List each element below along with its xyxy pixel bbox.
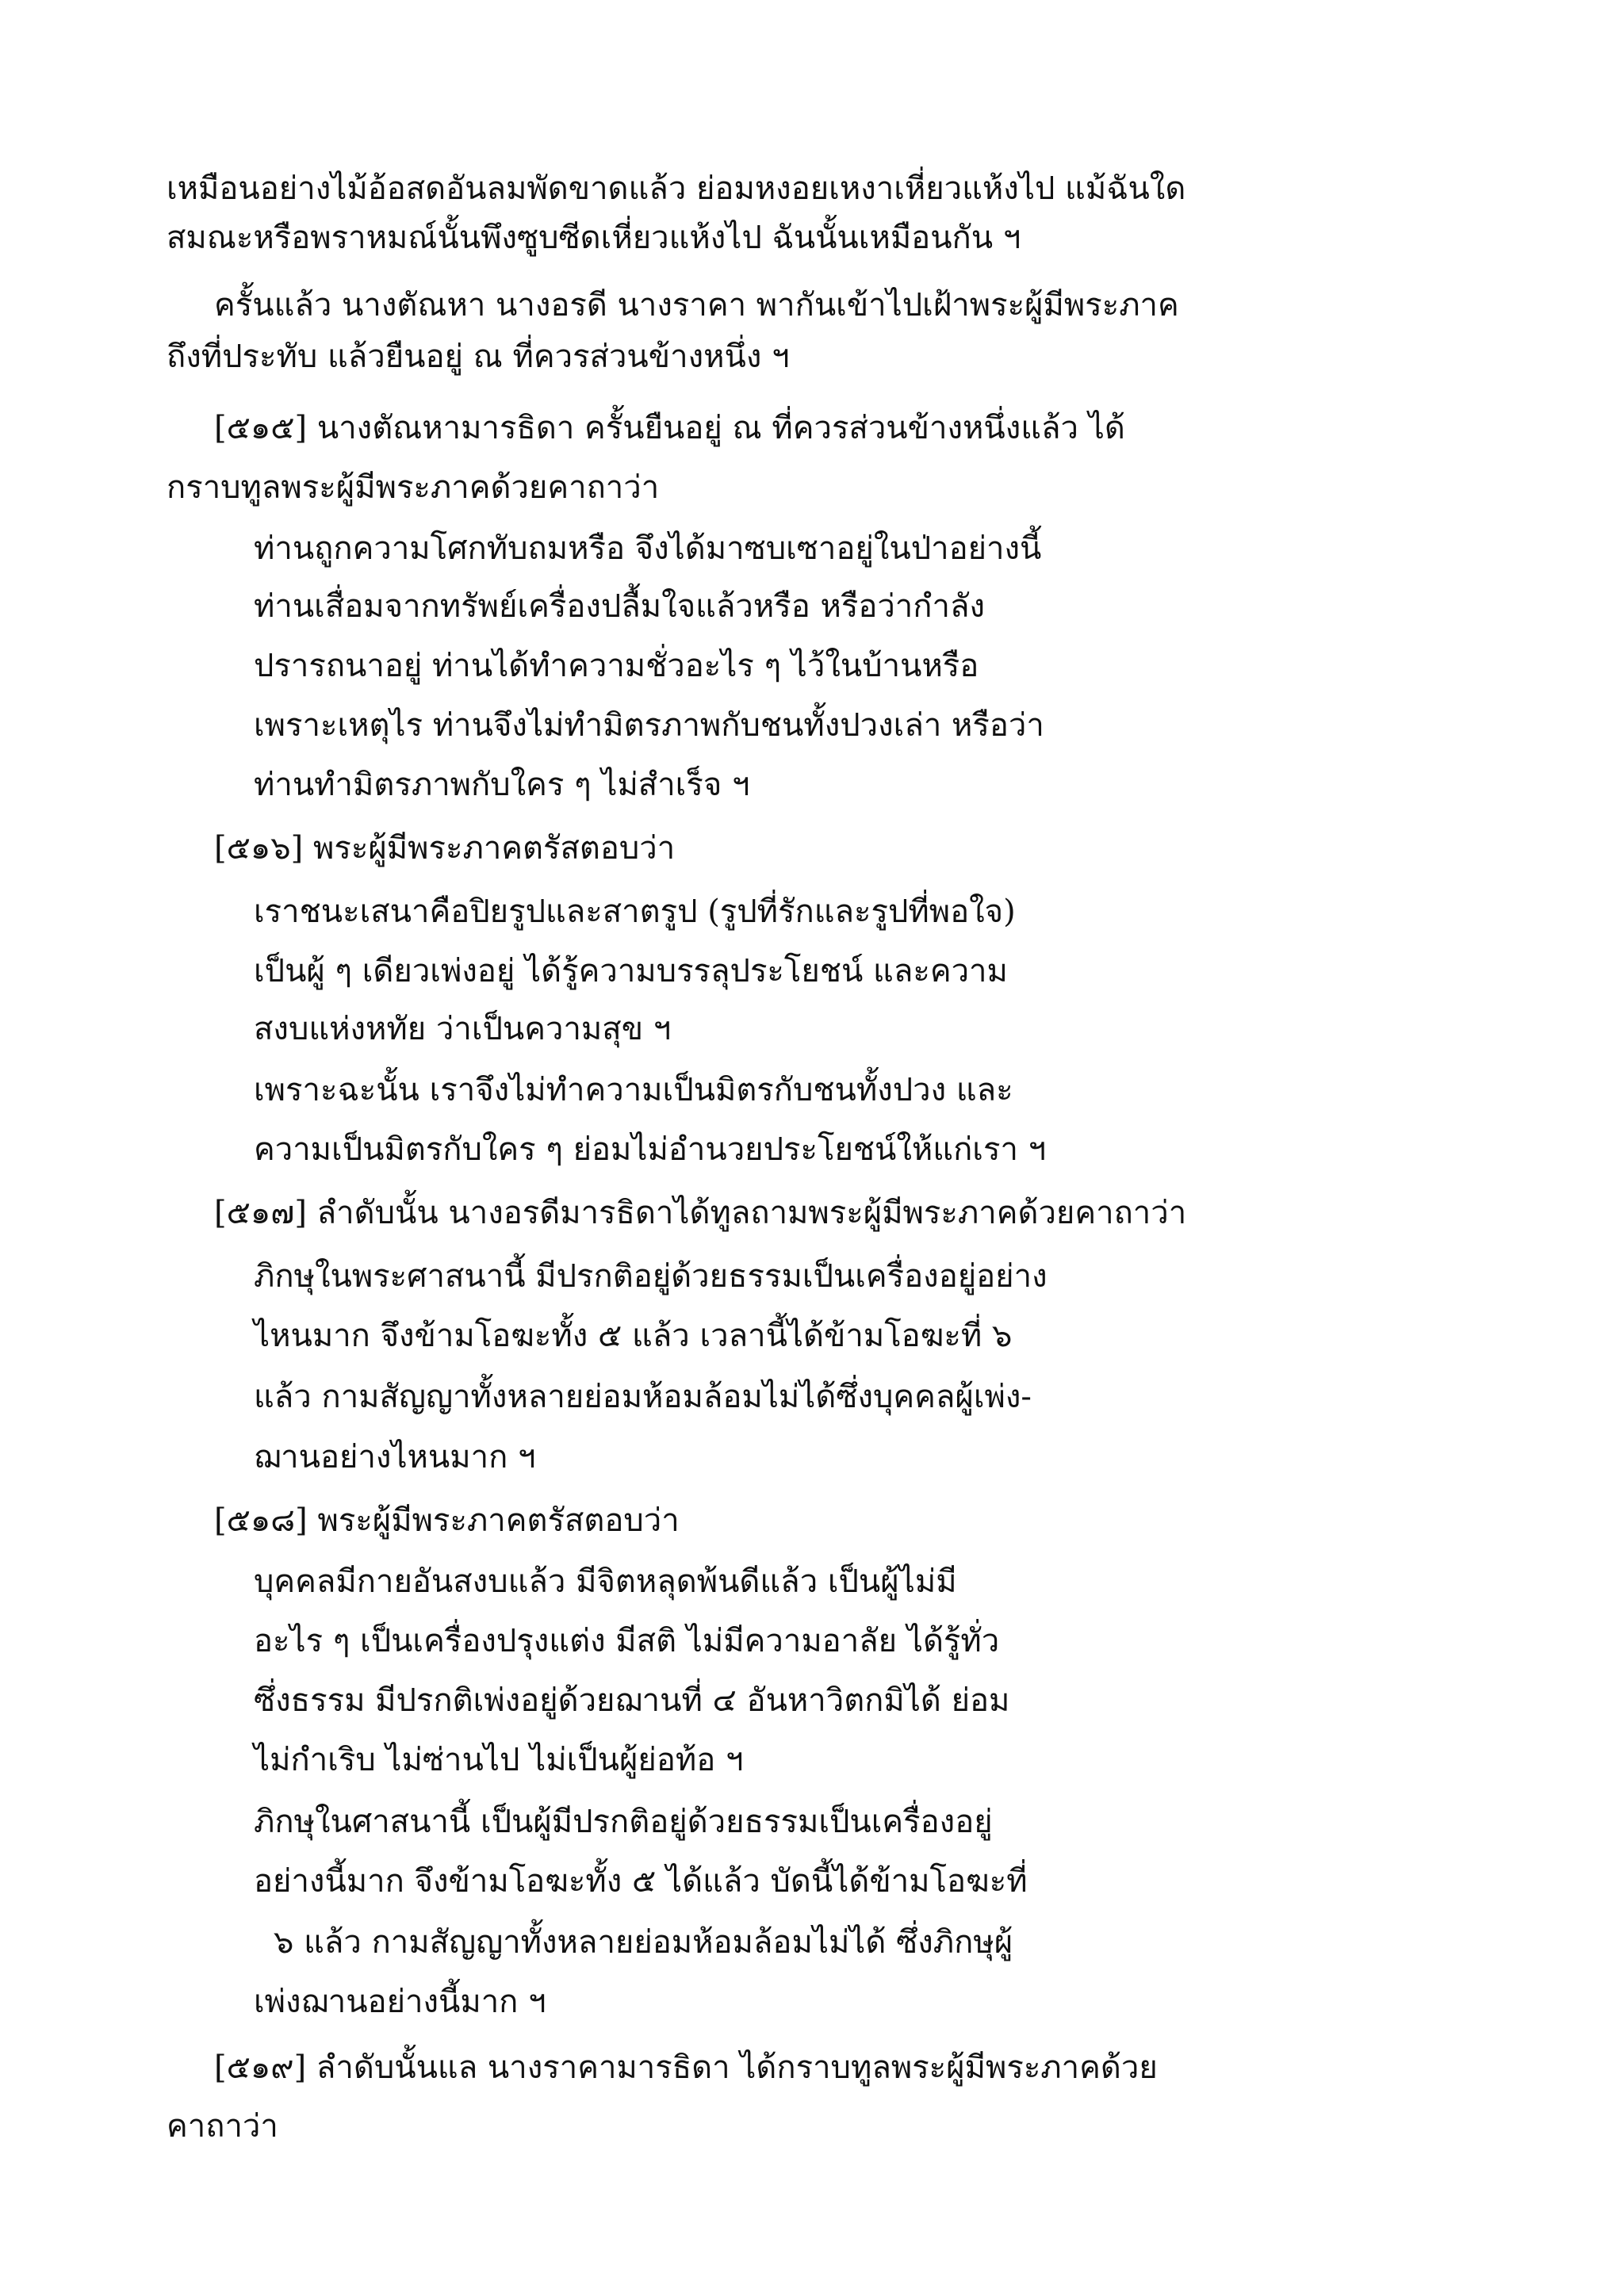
text-line: เพราะฉะนั้น เราจึงไม่ทำความเป็นมิตรกับชนทั้งปวง และ — [254, 1072, 1013, 1108]
text-line: เพราะเหตุไร ท่านจึงไม่ทำมิตรภาพกับชนทั้งปวงเล่า หรือว่า — [254, 707, 1044, 744]
text-line: ภิกษุในศาสนานี้ เป็นผู้มีปรกติอยู่ด้วยธรรมเป็นเครื่องอยู่ — [254, 1804, 993, 1840]
text-line: ๖ แล้ว กามสัญญาทั้งหลายย่อมห้อมล้อมไม่ได้ ซึ่งภิกษุผู้ — [274, 1924, 1013, 1961]
text-line: เราชนะเสนาคือปิยรูปและสาตรูป (รูปที่รักและรูปที่พอใจ) — [254, 894, 1016, 930]
text-line: ครั้นแล้ว นางตัณหา นางอรดี นางราคา พากันเข้าไปเฝ้าพระผู้มีพระภาค — [214, 287, 1179, 323]
text-line: ความเป็นมิตรกับใคร ๆ ย่อมไม่อำนวยประโยชน์ให้แก่เรา ฯ — [254, 1131, 1047, 1168]
text-line: [๕๑๘] พระผู้มีพระภาคตรัสตอบว่า — [214, 1502, 680, 1539]
text-line: ภิกษุในพระศาสนานี้ มีปรกติอยู่ด้วยธรรมเป็นเครื่องอยู่อย่าง — [254, 1258, 1048, 1295]
text-line: [๕๑๗] ลำดับนั้น นางอรดีมารธิดาได้ทูลถามพระผู้มีพระภาคด้วยคาถาว่า — [214, 1195, 1187, 1231]
text-line: บุคคลมีกายอันสงบแล้ว มีจิตหลุดพ้นดีแล้ว เป็นผู้ไม่มี — [254, 1563, 957, 1600]
text-line: กราบทูลพระผู้มีพระภาคด้วยคาถาว่า — [167, 469, 660, 506]
text-line: อย่างนี้มาก จึงข้ามโอฆะทั้ง ๕ ได้แล้ว บัดนี้ได้ข้ามโอฆะที่ — [254, 1863, 1028, 1900]
text-line: สมณะหรือพราหมณ์นั้นพึงซูบซีดเหี่ยวแห้งไป ฉันนั้นเหมือนกัน ฯ — [167, 220, 1021, 256]
text-line: [๕๑๕] นางตัณหามารธิดา ครั้นยืนอยู่ ณ ที่ควรส่วนข้างหนึ่งแล้ว ได้ — [214, 410, 1125, 446]
text-line: ฌานอย่างไหนมาก ฯ — [254, 1439, 536, 1475]
text-line: ไหนมาก จึงข้ามโอฆะทั้ง ๕ แล้ว เวลานี้ได้ข้ามโอฆะที่ ๖ — [254, 1318, 1013, 1354]
text-line: อะไร ๆ เป็นเครื่องปรุงแต่ง มีสติ ไม่มีความอาลัย ได้รู้ทั่ว — [254, 1623, 1000, 1659]
text-line: ท่านถูกความโศกทับถมหรือ จึงได้มาซบเซาอยู่ในป่าอย่างนี้ — [254, 530, 1042, 567]
text-line: ท่านทำมิตรภาพกับใคร ๆ ไม่สำเร็จ ฯ — [254, 767, 750, 803]
text-line: ไม่กำเริบ ไม่ซ่านไป ไม่เป็นผู้ย่อท้อ ฯ — [254, 1742, 744, 1778]
text-line: เป็นผู้ ๆ เดียวเพ่งอยู่ ได้รู้ความบรรลุประโยชน์ และความ — [254, 953, 1008, 989]
text-line: [๕๑๙] ลำดับนั้นแล นางราคามารธิดา ได้กราบทูลพระผู้มีพระภาคด้วย — [214, 2049, 1158, 2086]
text-line: สงบแห่งหทัย ว่าเป็นความสุข ฯ — [254, 1011, 672, 1047]
text-line: ท่านเสื่อมจากทรัพย์เครื่องปลื้มใจแล้วหรือ หรือว่ากำลัง — [254, 588, 985, 625]
text-line: เหมือนอย่างไม้อ้อสดอันลมพัดขาดแล้ว ย่อมหงอยเหงาเหี่ยวแห้งไป แม้ฉันใด — [167, 170, 1186, 207]
text-line: [๕๑๖] พระผู้มีพระภาคตรัสตอบว่า — [214, 830, 676, 867]
text-line: ถึงที่ประทับ แล้วยืนอยู่ ณ ที่ควรส่วนข้างหนึ่ง ฯ — [167, 339, 790, 375]
text-line: คาถาว่า — [167, 2108, 278, 2145]
text-line: ปรารถนาอยู่ ท่านได้ทำความชั่วอะไร ๆ ไว้ในบ้านหรือ — [254, 648, 979, 684]
text-line: แล้ว กามสัญญาทั้งหลายย่อมห้อมล้อมไม่ได้ซึ่งบุคคลผู้เพ่ง- — [254, 1379, 1032, 1415]
text-line: เพ่งฌานอย่างนี้มาก ฯ — [254, 1984, 546, 2020]
text-line: ซึ่งธรรม มีปรกติเพ่งอยู่ด้วยฌานที่ ๔ อันหาวิตกมิได้ ย่อม — [254, 1682, 1010, 1719]
